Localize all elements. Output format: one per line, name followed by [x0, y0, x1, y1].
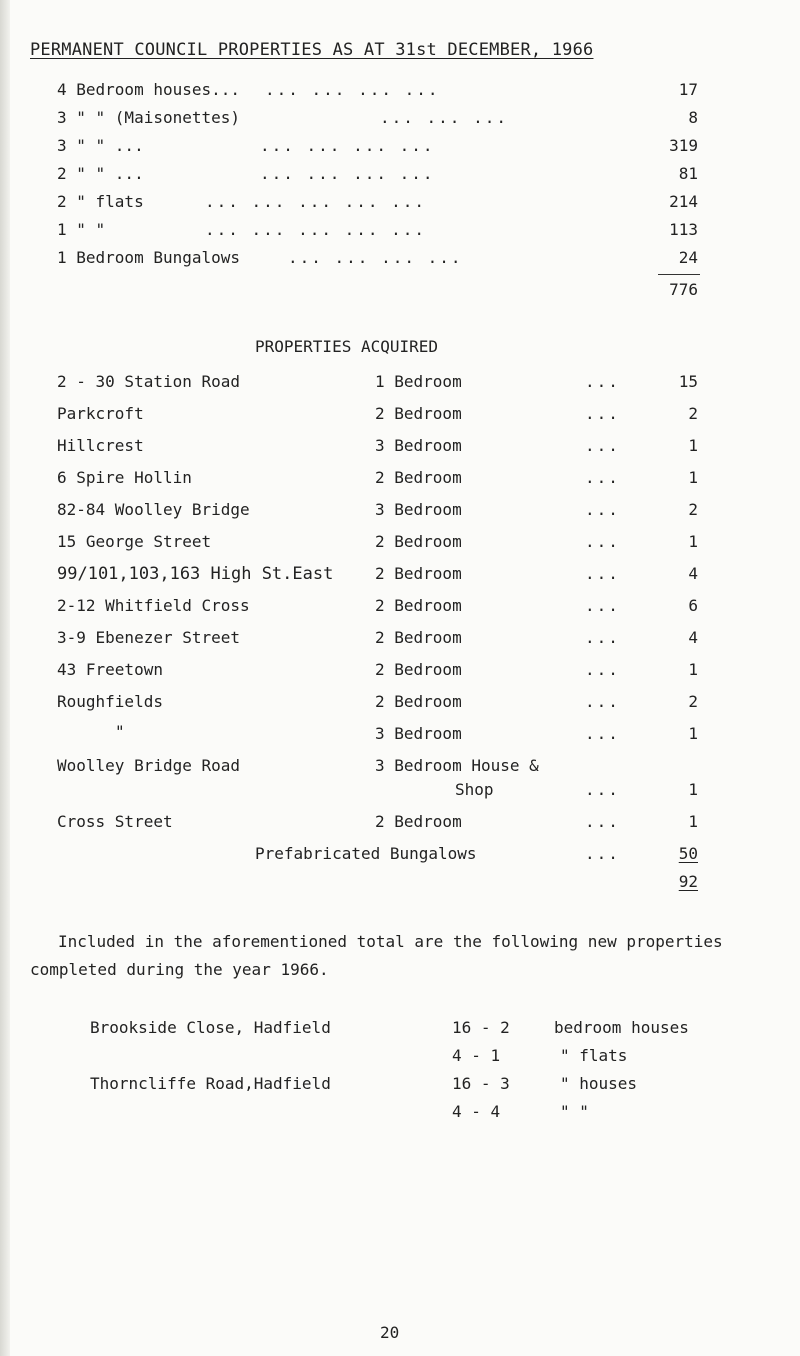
table-row-type: 2 Bedroom [375, 692, 462, 711]
list-item-desc: " flats [560, 1046, 628, 1065]
table-row-type: 2 Bedroom [375, 812, 462, 831]
list-item-count: 4 - 1 [452, 1046, 501, 1065]
leader-dots: ... [585, 692, 620, 711]
table-row-value: 1 [688, 724, 698, 743]
table-row-property: Woolley Bridge Road [57, 756, 241, 775]
list-item-value: 319 [669, 136, 698, 155]
leader-dots: ... [585, 468, 620, 487]
list-item-value: 214 [669, 192, 698, 211]
list-item-desc: " " [560, 1102, 589, 1121]
table-row-value: 1 [688, 436, 698, 455]
council-total: 776 [669, 280, 698, 299]
list-item-place: Brookside Close, Hadfield [90, 1018, 331, 1037]
table-row-type: 1 Bedroom [375, 372, 462, 391]
list-item-label: 2 " flats [57, 192, 144, 211]
leader-dots: ... ... ... [380, 108, 508, 127]
leader-dots: ... [585, 844, 620, 863]
list-item-label: 3 " " ... [57, 136, 144, 155]
table-row-value: 1 [688, 812, 698, 831]
leader-dots: ... [585, 628, 620, 647]
table-row-value: 4 [688, 628, 698, 647]
table-row-value: 1 [688, 532, 698, 551]
paragraph-line: Included in the aforementioned total are the following new properties [58, 932, 723, 951]
leader-dots: ... [585, 372, 620, 391]
table-row-property: 99/101,103,163 High St.East [57, 564, 334, 584]
table-row-property: 82-84 Woolley Bridge [57, 500, 250, 519]
leader-dots: ... ... ... ... [288, 248, 463, 267]
list-item-value: 8 [688, 108, 698, 127]
table-row-value: 4 [688, 564, 698, 583]
table-row-type: 2 Bedroom [375, 596, 462, 615]
table-row-type: 2 Bedroom [375, 628, 462, 647]
leader-dots: ... [585, 724, 620, 743]
list-item-label: 4 Bedroom houses... [57, 80, 241, 99]
list-item-label: 1 " " [57, 220, 106, 239]
leader-dots: ... [585, 812, 620, 831]
leader-dots: ... [585, 404, 620, 423]
leader-dots: ... ... ... ... ... [205, 192, 427, 211]
paragraph-line: completed during the year 1966. [30, 960, 329, 979]
list-item-label: 3 " " (Maisonettes) [57, 108, 241, 127]
leader-dots: ... [585, 532, 620, 551]
page-number: 20 [380, 1323, 400, 1342]
list-item-desc: bedroom houses [554, 1018, 689, 1037]
list-item-count: 16 - 3 [452, 1074, 510, 1093]
table-row-property: Roughfields [57, 692, 163, 711]
table-row-property: 43 Freetown [57, 660, 163, 679]
list-item-value: 24 [678, 248, 698, 267]
leader-dots: ... [585, 660, 620, 679]
table-row-value: 1 [688, 468, 698, 487]
leader-dots: ... ... ... ... [260, 164, 435, 183]
table-row-value: 2 [688, 500, 698, 519]
leader-dots: ... ... ... ... [260, 136, 435, 155]
table-row-type: 3 Bedroom [375, 500, 462, 519]
table-row-type: 2 Bedroom [375, 532, 462, 551]
leader-dots: ... [585, 564, 620, 583]
table-row-property: Cross Street [57, 812, 173, 831]
list-item-value: 113 [669, 220, 698, 239]
table-row-type: 2 Bedroom [375, 468, 462, 487]
table-row-type: 3 Bedroom [375, 436, 462, 455]
leader-dots: ... ... ... ... ... [205, 220, 427, 239]
table-row-value: 2 [688, 404, 698, 423]
list-item-label: 2 " " ... [57, 164, 144, 183]
table-row-type: 3 Bedroom House & [375, 756, 539, 775]
prefab-label: Prefabricated Bungalows [255, 844, 477, 863]
table-row-property: 3-9 Ebenezer Street [57, 628, 241, 647]
table-row-type: 2 Bedroom [375, 404, 462, 423]
table-row-type-cont: Shop [455, 780, 494, 799]
table-row-property: 2-12 Whitfield Cross [57, 596, 250, 615]
list-item-value: 17 [678, 80, 698, 99]
table-row-type: 2 Bedroom [375, 660, 462, 679]
scan-page-edge [0, 0, 10, 1356]
table-row-property: 6 Spire Hollin [57, 468, 192, 487]
section-title: PROPERTIES ACQUIRED [255, 337, 439, 356]
table-row-property: Parkcroft [57, 404, 144, 423]
list-item-count: 16 - 2 [452, 1018, 510, 1037]
acquired-total: 92 [678, 872, 698, 891]
prefab-value: 50 [678, 844, 698, 863]
table-row-value: 1 [688, 660, 698, 679]
list-item-place: Thorncliffe Road,Hadfield [90, 1074, 331, 1093]
table-row-value: 6 [688, 596, 698, 615]
table-row-property: Hillcrest [57, 436, 144, 455]
table-row-property: 15 George Street [57, 532, 212, 551]
document-title: PERMANENT COUNCIL PROPERTIES AS AT 31st DECEMBER, 1966 [30, 40, 594, 60]
table-row-property: 2 - 30 Station Road [57, 372, 241, 391]
list-item-count: 4 - 4 [452, 1102, 501, 1121]
leader-dots: ... [585, 596, 620, 615]
list-item-label: 1 Bedroom Bungalows [57, 248, 241, 267]
list-item-value: 81 [678, 164, 698, 183]
leader-dots: ... [585, 436, 620, 455]
leader-dots: ... ... ... ... [265, 80, 440, 99]
ditto-mark: " [115, 722, 125, 741]
table-row-value: 15 [678, 372, 698, 391]
sum-rule [658, 274, 700, 275]
leader-dots: ... [585, 500, 620, 519]
table-row-type: 2 Bedroom [375, 564, 462, 583]
list-item-desc: " houses [560, 1074, 638, 1093]
leader-dots: ... [585, 780, 620, 799]
table-row-value: 2 [688, 692, 698, 711]
table-row-type: 3 Bedroom [375, 724, 462, 743]
table-row-value: 1 [688, 780, 698, 799]
